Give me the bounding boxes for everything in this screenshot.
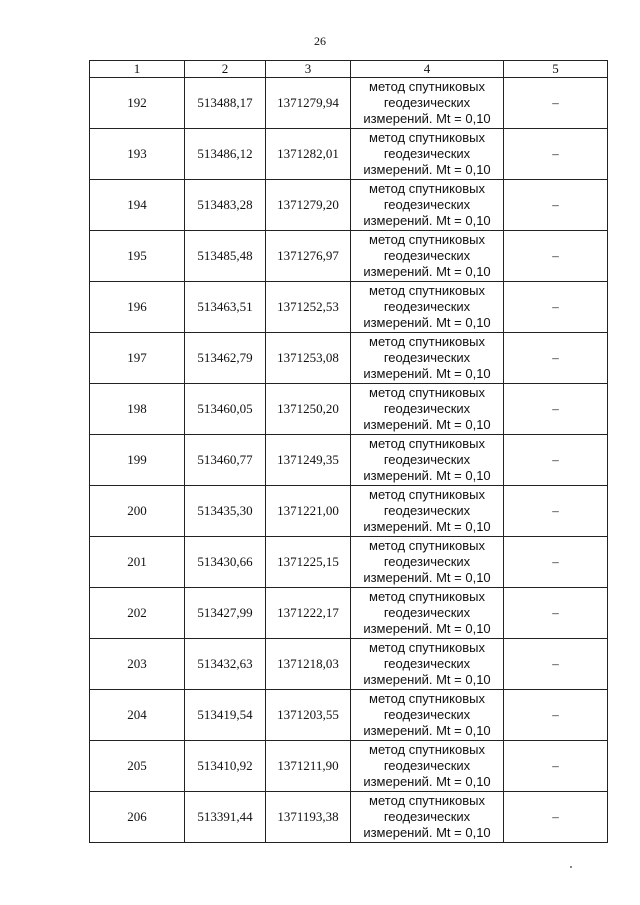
method-line: измерений. Mt = 0,10 xyxy=(363,264,491,279)
method-line: измерений. Mt = 0,10 xyxy=(363,111,491,126)
note-cell: – xyxy=(504,384,608,435)
table-row xyxy=(90,78,608,129)
note-cell: – xyxy=(504,792,608,843)
method-cell xyxy=(351,129,504,180)
table-row xyxy=(90,588,608,639)
method-cell xyxy=(351,78,504,129)
y-coordinate-cell: 1371279,94 xyxy=(266,78,351,129)
table-row xyxy=(90,231,608,282)
method-line: измерений. Mt = 0,10 xyxy=(363,366,491,381)
table-row xyxy=(90,384,608,435)
method-cell xyxy=(351,741,504,792)
y-coordinate-cell: 1371282,01 xyxy=(266,129,351,180)
point-number-cell: 195 xyxy=(90,231,185,282)
method-cell xyxy=(351,537,504,588)
table-row xyxy=(90,792,608,843)
note-cell: – xyxy=(504,78,608,129)
method-line: метод спутниковых xyxy=(369,130,485,145)
method-line: геодезических xyxy=(383,350,471,365)
x-coordinate-cell: 513427,99 xyxy=(185,588,266,639)
x-coordinate-cell: 513462,79 xyxy=(185,333,266,384)
method-line: метод спутниковых xyxy=(369,742,485,757)
method-line: геодезических xyxy=(383,707,471,722)
method-line: измерений. Mt = 0,10 xyxy=(363,213,491,228)
table-row xyxy=(90,333,608,384)
table-row xyxy=(90,435,608,486)
x-coordinate-cell: 513432,63 xyxy=(185,639,266,690)
note-cell: – xyxy=(504,639,608,690)
method-cell xyxy=(351,231,504,282)
method-cell xyxy=(351,282,504,333)
method-line: измерений. Mt = 0,10 xyxy=(363,519,491,534)
page-number: 26 xyxy=(314,34,326,48)
method-line: геодезических xyxy=(383,299,471,314)
method-cell xyxy=(351,588,504,639)
method-line: измерений. Mt = 0,10 xyxy=(363,468,491,483)
method-line: геодезических xyxy=(383,656,471,671)
y-coordinate-cell: 1371221,00 xyxy=(266,486,351,537)
method-line: измерений. Mt = 0,10 xyxy=(363,825,491,840)
note-cell: – xyxy=(504,588,608,639)
point-number-cell: 201 xyxy=(90,537,185,588)
y-coordinate-cell: 1371279,20 xyxy=(266,180,351,231)
method-line: измерений. Mt = 0,10 xyxy=(363,417,491,432)
method-line: измерений. Mt = 0,10 xyxy=(363,570,491,585)
method-line: метод спутниковых xyxy=(369,640,485,655)
method-line: метод спутниковых xyxy=(369,436,485,451)
y-coordinate-cell: 1371253,08 xyxy=(266,333,351,384)
method-line: геодезических xyxy=(383,146,471,161)
y-coordinate-cell: 1371225,15 xyxy=(266,537,351,588)
method-line: метод спутниковых xyxy=(369,334,485,349)
table-row xyxy=(90,486,608,537)
method-line: метод спутниковых xyxy=(369,793,485,808)
method-line: метод спутниковых xyxy=(369,538,485,553)
note-cell: – xyxy=(504,690,608,741)
point-number-cell: 199 xyxy=(90,435,185,486)
method-cell xyxy=(351,639,504,690)
y-coordinate-cell: 1371276,97 xyxy=(266,231,351,282)
note-cell: – xyxy=(504,435,608,486)
column-header: 3 xyxy=(266,61,351,78)
column-header: 5 xyxy=(504,61,608,78)
x-coordinate-cell: 513391,44 xyxy=(185,792,266,843)
method-line: геодезических xyxy=(383,248,471,263)
x-coordinate-cell: 513435,30 xyxy=(185,486,266,537)
method-line: метод спутниковых xyxy=(369,691,485,706)
x-coordinate-cell: 513460,05 xyxy=(185,384,266,435)
point-number-cell: 196 xyxy=(90,282,185,333)
x-coordinate-cell: 513430,66 xyxy=(185,537,266,588)
note-cell: – xyxy=(504,282,608,333)
table-body xyxy=(90,78,608,843)
method-line: измерений. Mt = 0,10 xyxy=(363,621,491,636)
method-line: измерений. Mt = 0,10 xyxy=(363,774,491,789)
method-cell xyxy=(351,690,504,741)
note-cell: – xyxy=(504,486,608,537)
column-header: 4 xyxy=(351,61,504,78)
scan-speck xyxy=(570,866,572,868)
point-number-cell: 200 xyxy=(90,486,185,537)
point-number-cell: 197 xyxy=(90,333,185,384)
point-number-cell: 203 xyxy=(90,639,185,690)
point-number-cell: 202 xyxy=(90,588,185,639)
method-line: измерений. Mt = 0,10 xyxy=(363,723,491,738)
method-line: геодезических xyxy=(383,197,471,212)
point-number-cell: 194 xyxy=(90,180,185,231)
method-cell xyxy=(351,384,504,435)
table-row xyxy=(90,282,608,333)
y-coordinate-cell: 1371252,53 xyxy=(266,282,351,333)
x-coordinate-cell: 513463,51 xyxy=(185,282,266,333)
y-coordinate-cell: 1371222,17 xyxy=(266,588,351,639)
method-line: геодезических xyxy=(383,758,471,773)
x-coordinate-cell: 513410,92 xyxy=(185,741,266,792)
x-coordinate-cell: 513483,28 xyxy=(185,180,266,231)
method-line: геодезических xyxy=(383,452,471,467)
method-line: метод спутниковых xyxy=(369,283,485,298)
point-number-cell: 205 xyxy=(90,741,185,792)
method-cell xyxy=(351,435,504,486)
method-line: геодезических xyxy=(383,401,471,416)
point-number-cell: 192 xyxy=(90,78,185,129)
method-cell xyxy=(351,180,504,231)
column-header: 2 xyxy=(185,61,266,78)
coordinates-table xyxy=(89,60,608,843)
method-line: геодезических xyxy=(383,605,471,620)
y-coordinate-cell: 1371193,38 xyxy=(266,792,351,843)
y-coordinate-cell: 1371250,20 xyxy=(266,384,351,435)
method-line: метод спутниковых xyxy=(369,385,485,400)
x-coordinate-cell: 513460,77 xyxy=(185,435,266,486)
method-line: метод спутниковых xyxy=(369,181,485,196)
method-line: геодезических xyxy=(383,554,471,569)
table-row xyxy=(90,690,608,741)
point-number-cell: 204 xyxy=(90,690,185,741)
method-line: измерений. Mt = 0,10 xyxy=(363,315,491,330)
table-row xyxy=(90,741,608,792)
method-line: измерений. Mt = 0,10 xyxy=(363,162,491,177)
method-line: геодезических xyxy=(383,809,471,824)
x-coordinate-cell: 513488,17 xyxy=(185,78,266,129)
note-cell: – xyxy=(504,741,608,792)
method-line: метод спутниковых xyxy=(369,232,485,247)
method-line: измерений. Mt = 0,10 xyxy=(363,672,491,687)
table-row xyxy=(90,537,608,588)
method-line: метод спутниковых xyxy=(369,589,485,604)
y-coordinate-cell: 1371218,03 xyxy=(266,639,351,690)
method-line: метод спутниковых xyxy=(369,487,485,502)
note-cell: – xyxy=(504,180,608,231)
method-line: метод спутниковых xyxy=(369,79,485,94)
table-row xyxy=(90,129,608,180)
x-coordinate-cell: 513485,48 xyxy=(185,231,266,282)
point-number-cell: 193 xyxy=(90,129,185,180)
table-row xyxy=(90,639,608,690)
method-line: геодезических xyxy=(383,95,471,110)
note-cell: – xyxy=(504,537,608,588)
method-line: геодезических xyxy=(383,503,471,518)
x-coordinate-cell: 513419,54 xyxy=(185,690,266,741)
y-coordinate-cell: 1371203,55 xyxy=(266,690,351,741)
table-row xyxy=(90,180,608,231)
table-header-row xyxy=(90,61,608,78)
y-coordinate-cell: 1371249,35 xyxy=(266,435,351,486)
method-cell xyxy=(351,486,504,537)
column-header: 1 xyxy=(90,61,185,78)
method-cell xyxy=(351,333,504,384)
note-cell: – xyxy=(504,129,608,180)
note-cell: – xyxy=(504,231,608,282)
point-number-cell: 198 xyxy=(90,384,185,435)
note-cell: – xyxy=(504,333,608,384)
point-number-cell: 206 xyxy=(90,792,185,843)
y-coordinate-cell: 1371211,90 xyxy=(266,741,351,792)
method-cell xyxy=(351,792,504,843)
x-coordinate-cell: 513486,12 xyxy=(185,129,266,180)
